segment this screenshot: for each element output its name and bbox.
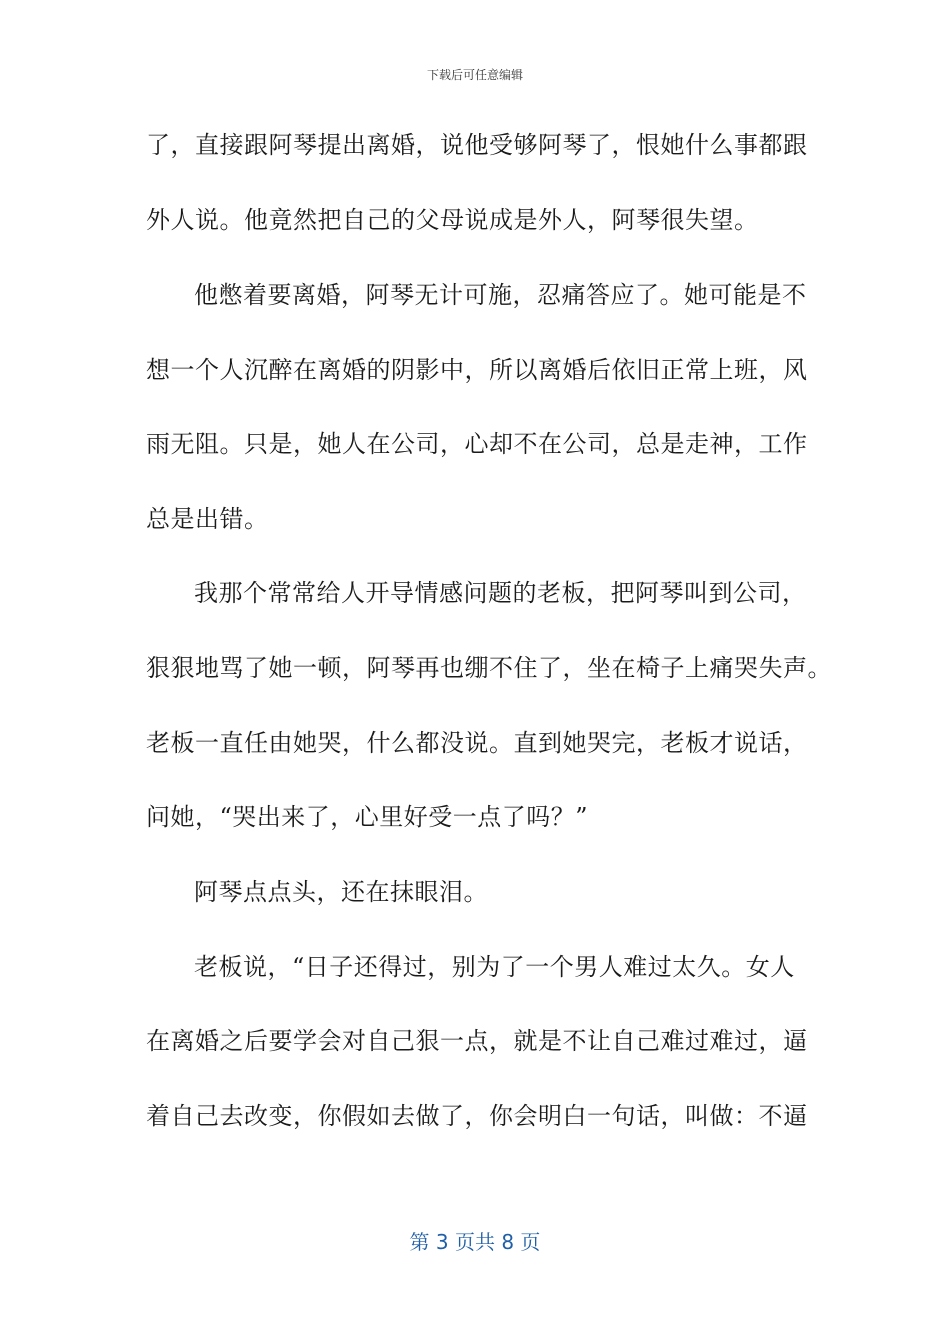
page-number-footer: 第 3 页共 8 页 <box>409 1230 541 1254</box>
text-line: 在离婚之后要学会对自己狠一点，就是不让自己难过难过，逼 <box>146 1027 808 1055</box>
text-line: 了，直接跟阿琴提出离婚，说他受够阿琴了，恨她什么事都跟 <box>146 131 808 159</box>
paragraph-start-line: 阿琴点点头，还在抹眼泪。 <box>194 878 488 906</box>
text-line: 总是出错。 <box>146 505 269 533</box>
text-line: 狠狠地骂了她一顿，阿琴再也绷不住了，坐在椅子上痛哭失声。 <box>146 654 832 682</box>
text-line: 问她，“哭出来了，心里好受一点了吗？” <box>146 803 589 831</box>
text-line: 想一个人沉醉在离婚的阴影中，所以离婚后依旧正常上班，风 <box>146 356 808 384</box>
text-line: 外人说。他竟然把自己的父母说成是外人，阿琴很失望。 <box>146 206 759 234</box>
text-line: 雨无阻。只是，她人在公司，心却不在公司，总是走神，工作 <box>146 430 808 458</box>
paragraph-start-line: 我那个常常给人开导情感问题的老板，把阿琴叫到公司， <box>194 579 807 607</box>
text-line: 老板一直任由她哭，什么都没说。直到她哭完，老板才说话， <box>146 729 808 757</box>
paragraph-start-line: 老板说，“日子还得过，别为了一个男人难过太久。女人 <box>194 953 795 981</box>
text-line: 着自己去改变，你假如去做了，你会明白一句话，叫做：不逼 <box>146 1102 808 1130</box>
paragraph-start-line: 他憋着要离婚，阿琴无计可施，忍痛答应了。她可能是不 <box>194 281 807 309</box>
page-header: 下载后可任意编辑 <box>426 68 523 82</box>
